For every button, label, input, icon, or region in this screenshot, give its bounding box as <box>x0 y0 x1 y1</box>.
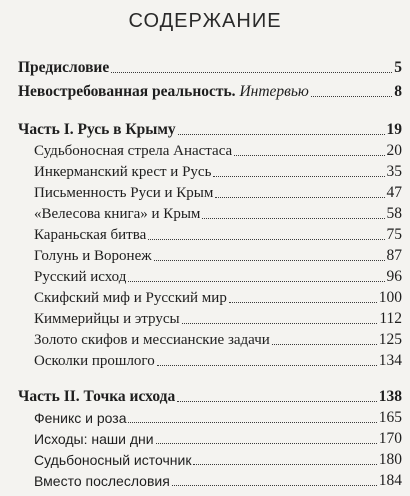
entry-title: Золото скифов и мессианские задачи <box>34 332 270 348</box>
page-number: 8 <box>394 83 402 100</box>
entry-title: Голунь и Воронеж <box>34 248 152 264</box>
page-number: 100 <box>378 289 402 306</box>
entry-title-main: Невостребованная реальность. <box>18 83 236 100</box>
page-number: 96 <box>386 268 402 285</box>
dot-leader <box>128 281 384 282</box>
toc-entry <box>0 351 410 371</box>
toc-entry-interview <box>0 82 410 102</box>
dot-leader <box>148 239 384 240</box>
toc-entry-part-2 <box>0 387 410 407</box>
toc-entry <box>0 471 410 491</box>
page-number: 20 <box>386 142 402 159</box>
dot-leader <box>229 302 377 303</box>
toc-entry <box>0 408 410 428</box>
entry-title: Инкерманский крест и Русь <box>34 164 212 180</box>
toc-entry <box>0 429 410 449</box>
entry-title: «Велесова книга» и Крым <box>34 206 201 222</box>
page-number: 170 <box>378 430 402 447</box>
page-number: 112 <box>379 310 402 327</box>
entry-title: Часть I. Русь в Крыму <box>18 121 176 138</box>
page-number: 165 <box>378 409 402 426</box>
dot-leader <box>213 176 384 177</box>
entry-title: Исходы: наши дни <box>34 431 154 447</box>
entry-title: Осколки прошлого <box>34 353 155 369</box>
toc-entry-preface <box>0 58 410 78</box>
toc-entry <box>0 162 410 182</box>
dot-leader <box>177 401 377 402</box>
toc-entry <box>0 183 410 203</box>
toc-entry <box>0 246 410 266</box>
page-number: 58 <box>386 205 402 222</box>
entry-title: Караньская битва <box>34 227 147 243</box>
toc-entry <box>0 330 410 350</box>
toc-entry-part-1 <box>0 120 410 140</box>
page-number: 134 <box>378 352 402 369</box>
dot-leader <box>182 323 378 324</box>
toc-entry <box>0 267 410 287</box>
entry-title: Судьбоносный источник <box>34 452 192 468</box>
dot-leader <box>172 485 377 486</box>
toc-entry <box>0 309 410 329</box>
toc-entry <box>0 141 410 161</box>
toc-entry <box>0 225 410 245</box>
entry-title: Часть II. Точка исхода <box>18 388 176 405</box>
entry-title: Скифский миф и Русский мир <box>34 290 227 306</box>
dot-leader <box>111 72 392 73</box>
page-title: СОДЕРЖАНИЕ <box>128 10 282 32</box>
entry-title <box>18 82 309 102</box>
dot-leader <box>128 422 376 423</box>
dot-leader <box>311 96 392 97</box>
entry-title: Вместо послесловия <box>34 473 170 489</box>
page-number: 35 <box>386 163 402 180</box>
toc-entry <box>0 450 410 470</box>
page-number: 87 <box>386 247 402 264</box>
entry-title-italic: Интервью <box>239 83 309 100</box>
dot-leader <box>157 365 377 366</box>
entry-title: Киммерийцы и этрусы <box>34 311 180 327</box>
entry-title: Письменность Руси и Крым <box>34 185 214 201</box>
toc-entry <box>0 204 410 224</box>
dot-leader <box>234 155 384 156</box>
entry-title: Предисловие <box>18 59 110 76</box>
page-number: 19 <box>386 121 402 138</box>
page-number: 47 <box>386 184 402 201</box>
dot-leader <box>272 344 377 345</box>
entry-title: Феникс и роза <box>34 410 127 426</box>
dot-leader <box>154 260 385 261</box>
page-number: 138 <box>378 388 402 405</box>
toc-entry <box>0 288 410 308</box>
page-number: 75 <box>386 226 402 243</box>
page-number: 184 <box>378 472 402 489</box>
dot-leader <box>178 134 385 135</box>
page-number: 180 <box>378 451 402 468</box>
page-number: 5 <box>394 59 402 76</box>
dot-leader <box>215 197 384 198</box>
page-number: 125 <box>378 331 402 348</box>
dot-leader <box>193 464 376 465</box>
entry-title: Русский исход <box>34 269 127 285</box>
dot-leader <box>156 443 377 444</box>
dot-leader <box>202 218 384 219</box>
entry-title: Судьбоносная стрела Анастаса <box>34 143 233 159</box>
